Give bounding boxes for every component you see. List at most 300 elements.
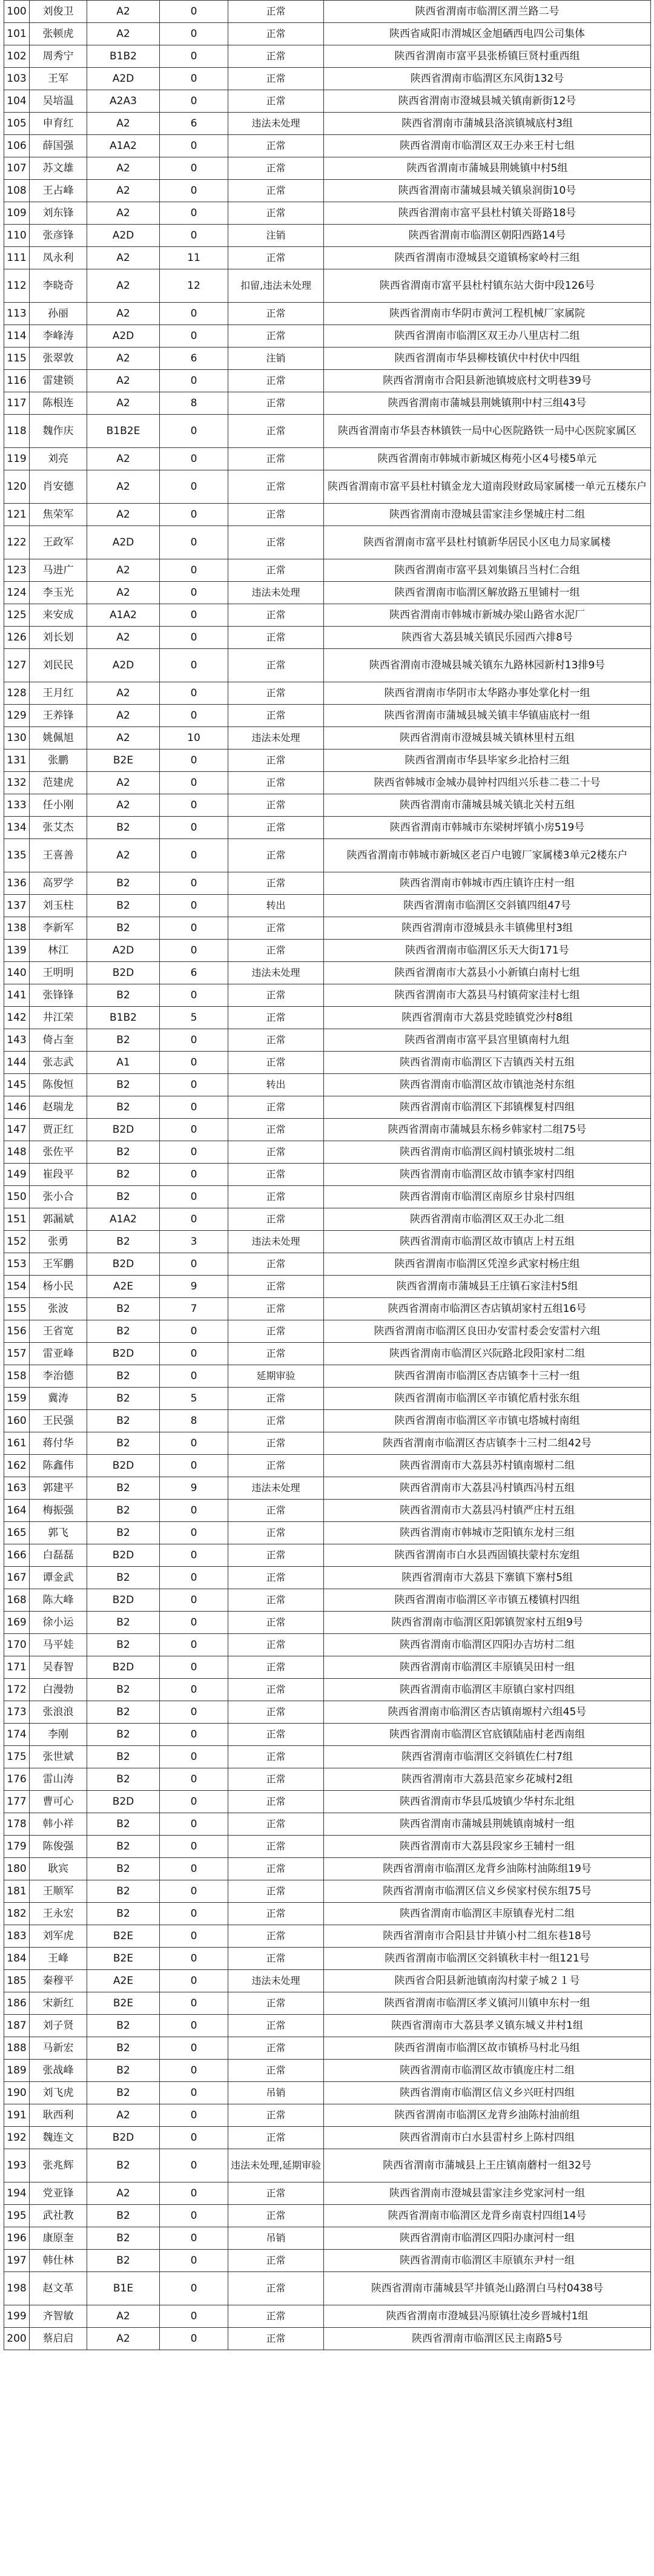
table-row — [4, 1320, 651, 1343]
table-row — [4, 1432, 651, 1455]
license-class-cell: B2 — [87, 917, 160, 940]
row-index-cell: 114 — [4, 325, 30, 348]
license-class-cell: B2 — [87, 1320, 160, 1343]
name-cell: 王军鹏 — [30, 1253, 87, 1276]
address-cell: 陕西省渭南市临渭区故市镇店上村五组 — [324, 1231, 651, 1253]
name-cell: 刘子贤 — [30, 2015, 87, 2037]
table-row — [4, 2015, 651, 2037]
license-class-cell: B2 — [87, 1096, 160, 1119]
status-cell: 正常 — [228, 705, 324, 727]
points-cell: 0 — [160, 1634, 228, 1656]
points-cell: 0 — [160, 940, 228, 962]
status-cell: 正常 — [228, 1612, 324, 1634]
name-cell: 姚佩旭 — [30, 727, 87, 749]
points-cell: 5 — [160, 1007, 228, 1029]
license-class-cell: A2 — [87, 627, 160, 649]
points-cell: 0 — [160, 1320, 228, 1343]
row-index-cell: 129 — [4, 705, 30, 727]
address-cell: 陕西省渭南市华县杏林镇铁一局中心医院路铁一局中心医院家属区 — [324, 415, 651, 448]
points-cell: 0 — [160, 1724, 228, 1746]
status-cell: 正常 — [228, 23, 324, 45]
points-cell: 0 — [160, 895, 228, 917]
address-cell: 陕西省渭南市富平县杜村镇关哥路18号 — [324, 202, 651, 225]
license-class-cell: B1B2E — [87, 415, 160, 448]
address-cell: 陕西省渭南市临渭区故市镇池尧村东组 — [324, 1074, 651, 1096]
points-cell: 0 — [160, 325, 228, 348]
status-cell: 违法未处理 — [228, 1231, 324, 1253]
name-cell: 郭建平 — [30, 1477, 87, 1500]
address-cell: 陕西省渭南市蒲城县荆姚镇荆中村三组43号 — [324, 392, 651, 415]
name-cell: 韩小祥 — [30, 1813, 87, 1836]
name-cell: 张顿虎 — [30, 23, 87, 45]
name-cell: 肖安德 — [30, 470, 87, 504]
name-cell: 蔡启启 — [30, 2328, 87, 2350]
license-class-cell: B2 — [87, 1298, 160, 1320]
address-cell: 陕西省渭南市临渭区丰原镇东尹村一组 — [324, 2250, 651, 2272]
table-row — [4, 135, 651, 157]
row-index-cell: 137 — [4, 895, 30, 917]
license-class-cell: A2 — [87, 202, 160, 225]
points-cell: 0 — [160, 2104, 228, 2127]
table-row — [4, 90, 651, 113]
table-row — [4, 1500, 651, 1522]
table-row — [4, 1567, 651, 1589]
table-row — [4, 1948, 651, 1970]
points-cell: 0 — [160, 839, 228, 872]
table-row — [4, 2104, 651, 2127]
table-row — [4, 1253, 651, 1276]
status-cell: 正常 — [228, 1768, 324, 1791]
table-row — [4, 68, 651, 90]
table-row — [4, 269, 651, 303]
status-cell: 正常 — [228, 772, 324, 794]
status-cell: 正常 — [228, 2305, 324, 2328]
table-row — [4, 1096, 651, 1119]
points-cell: 0 — [160, 1746, 228, 1768]
license-class-cell: A2 — [87, 1, 160, 23]
license-class-cell: B2 — [87, 1388, 160, 1410]
license-class-cell: B2 — [87, 1074, 160, 1096]
address-cell: 陕西省渭南市临渭区龙背乡油陈村油陈组19号 — [324, 1858, 651, 1880]
points-cell: 0 — [160, 415, 228, 448]
address-cell: 陕西省渭南市韩城市新城区梅苑小区4号楼5单元 — [324, 448, 651, 470]
address-cell: 陕西省渭南市富平县杜村镇新华居民小区电力局家属楼 — [324, 526, 651, 559]
points-cell: 0 — [160, 1903, 228, 1925]
row-index-cell: 105 — [4, 113, 30, 135]
license-class-cell: B2 — [87, 1186, 160, 1208]
address-cell: 陕西省渭南市临渭区故市镇庞庄村二组 — [324, 2060, 651, 2082]
row-index-cell: 128 — [4, 682, 30, 705]
license-class-cell: B2 — [87, 1231, 160, 1253]
row-index-cell: 122 — [4, 526, 30, 559]
address-cell: 陕西省渭南市临渭区东风街132号 — [324, 68, 651, 90]
table-row — [4, 1634, 651, 1656]
table-row — [4, 2182, 651, 2205]
status-cell: 转出 — [228, 895, 324, 917]
license-class-cell: A2 — [87, 2182, 160, 2205]
license-class-cell: B2 — [87, 1432, 160, 1455]
name-cell: 张波 — [30, 1298, 87, 1320]
row-index-cell: 116 — [4, 370, 30, 392]
address-cell: 陕西省渭南市大荔县苏村镇南塬村二组 — [324, 1455, 651, 1477]
status-cell: 正常 — [228, 1724, 324, 1746]
status-cell: 注销 — [228, 225, 324, 247]
row-index-cell: 112 — [4, 269, 30, 303]
license-class-cell: B2 — [87, 1768, 160, 1791]
license-class-cell: B2D — [87, 1544, 160, 1567]
address-cell: 陕西省渭南市澄城县永丰镇佛里村3组 — [324, 917, 651, 940]
points-cell: 0 — [160, 1656, 228, 1679]
address-cell: 陕西省渭南市大荔县马村镇荷家洼村七组 — [324, 984, 651, 1007]
status-cell: 正常 — [228, 415, 324, 448]
status-cell: 正常 — [228, 917, 324, 940]
table-row — [4, 415, 651, 448]
license-class-cell: B2 — [87, 872, 160, 895]
status-cell: 正常 — [228, 448, 324, 470]
status-cell: 违法未处理 — [228, 727, 324, 749]
row-index-cell: 156 — [4, 1320, 30, 1343]
table-row — [4, 2305, 651, 2328]
name-cell: 刘玉柱 — [30, 895, 87, 917]
status-cell: 正常 — [228, 1746, 324, 1768]
address-cell: 陕西省渭南市富平县刘集镇吕当村仁合组 — [324, 559, 651, 582]
license-class-cell: B2 — [87, 1903, 160, 1925]
name-cell: 张世斌 — [30, 1746, 87, 1768]
license-class-cell: B2 — [87, 1634, 160, 1656]
address-cell: 陕西省渭南市临渭区朝阳西路14号 — [324, 225, 651, 247]
points-cell: 0 — [160, 2082, 228, 2104]
points-cell: 5 — [160, 1388, 228, 1410]
license-class-cell: A2D — [87, 649, 160, 682]
status-cell: 正常 — [228, 1589, 324, 1612]
record-table-body — [4, 1, 651, 2350]
table-row — [4, 1388, 651, 1410]
status-cell: 正常 — [228, 1656, 324, 1679]
points-cell: 0 — [160, 2272, 228, 2305]
row-index-cell: 107 — [4, 157, 30, 180]
status-cell: 正常 — [228, 1, 324, 23]
points-cell: 0 — [160, 1029, 228, 1052]
address-cell: 陕西省渭南市白水县雷村乡上陈村四组 — [324, 2127, 651, 2149]
points-cell: 8 — [160, 1410, 228, 1432]
row-index-cell: 192 — [4, 2127, 30, 2149]
address-cell: 陕西省渭南市临渭区杏店镇胡家村五组16号 — [324, 1298, 651, 1320]
row-index-cell: 115 — [4, 348, 30, 370]
name-cell: 雷建锁 — [30, 370, 87, 392]
table-row — [4, 794, 651, 817]
points-cell: 6 — [160, 962, 228, 984]
row-index-cell: 168 — [4, 1589, 30, 1612]
address-cell: 陕西省渭南市临渭区丰原镇春光村二组 — [324, 1903, 651, 1925]
license-class-cell: A2 — [87, 23, 160, 45]
name-cell: 赵文革 — [30, 2272, 87, 2305]
row-index-cell: 120 — [4, 470, 30, 504]
table-row — [4, 1880, 651, 1903]
points-cell: 0 — [160, 1432, 228, 1455]
name-cell: 吴春智 — [30, 1656, 87, 1679]
address-cell: 陕西省渭南市合阳县新池镇坡底村文明巷39号 — [324, 370, 651, 392]
points-cell: 0 — [160, 135, 228, 157]
row-index-cell: 130 — [4, 727, 30, 749]
table-row — [4, 1186, 651, 1208]
name-cell: 赵瑞龙 — [30, 1096, 87, 1119]
status-cell: 正常 — [228, 682, 324, 705]
status-cell: 违法未处理,延期审验 — [228, 2149, 324, 2182]
address-cell: 陕西省渭南市大荔县党睦镇党沙村8组 — [324, 1007, 651, 1029]
name-cell: 张翠敦 — [30, 348, 87, 370]
status-cell: 正常 — [228, 2127, 324, 2149]
status-cell: 正常 — [228, 303, 324, 325]
table-row — [4, 1, 651, 23]
points-cell: 0 — [160, 2250, 228, 2272]
name-cell: 张彦锋 — [30, 225, 87, 247]
address-cell: 陕西省渭南市大荔县小小新镇白南村七组 — [324, 962, 651, 984]
points-cell: 0 — [160, 1992, 228, 2015]
license-class-cell: A2D — [87, 68, 160, 90]
points-cell: 9 — [160, 1477, 228, 1500]
name-cell: 王军 — [30, 68, 87, 90]
name-cell: 张战峰 — [30, 2060, 87, 2082]
address-cell: 陕西省渭南市临渭区丰原镇白家村四组 — [324, 1679, 651, 1701]
address-cell: 陕西省渭南市临渭区杏店镇南塬村六组45号 — [324, 1701, 651, 1724]
name-cell: 陈根连 — [30, 392, 87, 415]
table-row — [4, 1164, 651, 1186]
license-class-cell: B2 — [87, 2250, 160, 2272]
address-cell: 陕西省渭南市大荔县段家乡王辅村一组 — [324, 1836, 651, 1858]
license-class-cell: B2E — [87, 1992, 160, 2015]
name-cell: 陈大峰 — [30, 1589, 87, 1612]
status-cell: 正常 — [228, 45, 324, 68]
address-cell: 陕西省渭南市临渭区兴阮路北段阳家村二组 — [324, 1343, 651, 1365]
status-cell: 正常 — [228, 392, 324, 415]
name-cell: 杨小民 — [30, 1276, 87, 1298]
table-row — [4, 2328, 651, 2350]
name-cell: 王永宏 — [30, 1903, 87, 1925]
points-cell: 0 — [160, 705, 228, 727]
row-index-cell: 194 — [4, 2182, 30, 2205]
address-cell: 陕西省渭南市大荔县冯村镇西冯村五组 — [324, 1477, 651, 1500]
license-class-cell: B2 — [87, 2015, 160, 2037]
status-cell: 正常 — [228, 1925, 324, 1948]
name-cell: 蒋付华 — [30, 1432, 87, 1455]
name-cell: 王省宽 — [30, 1320, 87, 1343]
license-class-cell: B2 — [87, 1141, 160, 1164]
points-cell: 0 — [160, 180, 228, 202]
status-cell: 正常 — [228, 1880, 324, 1903]
table-row — [4, 180, 651, 202]
table-row — [4, 604, 651, 627]
address-cell: 陕西省咸阳市渭城区金旭硒西电四公司集体 — [324, 23, 651, 45]
status-cell: 正常 — [228, 2272, 324, 2305]
name-cell: 党亚锋 — [30, 2182, 87, 2205]
row-index-cell: 178 — [4, 1813, 30, 1836]
address-cell: 陕西省渭南市澄城县城关镇南新街12号 — [324, 90, 651, 113]
table-row — [4, 2060, 651, 2082]
license-class-cell: B2 — [87, 1522, 160, 1544]
name-cell: 吴培温 — [30, 90, 87, 113]
name-cell: 王养锋 — [30, 705, 87, 727]
address-cell: 陕西省渭南市临渭区四阳办吉坊村二组 — [324, 1634, 651, 1656]
status-cell: 正常 — [228, 157, 324, 180]
status-cell: 正常 — [228, 1634, 324, 1656]
table-row — [4, 1791, 651, 1813]
table-row — [4, 1029, 651, 1052]
table-row — [4, 1925, 651, 1948]
table-row — [4, 1231, 651, 1253]
address-cell: 陕西省渭南市大荔县下寨镇下寨村5组 — [324, 1567, 651, 1589]
name-cell: 马进广 — [30, 559, 87, 582]
row-index-cell: 144 — [4, 1052, 30, 1074]
table-row — [4, 1208, 651, 1231]
name-cell: 陈俊强 — [30, 1836, 87, 1858]
table-row — [4, 2250, 651, 2272]
license-class-cell: B2 — [87, 1477, 160, 1500]
name-cell: 魏连文 — [30, 2127, 87, 2149]
row-index-cell: 161 — [4, 1432, 30, 1455]
address-cell: 陕西省渭南市临渭区四阳办康河村一组 — [324, 2227, 651, 2250]
table-row — [4, 1410, 651, 1432]
table-row — [4, 1365, 651, 1388]
row-index-cell: 173 — [4, 1701, 30, 1724]
row-index-cell: 152 — [4, 1231, 30, 1253]
table-row — [4, 1074, 651, 1096]
name-cell: 周秀宁 — [30, 45, 87, 68]
row-index-cell: 162 — [4, 1455, 30, 1477]
address-cell: 陕西省渭南市澄城县城关镇东九路林园新村13排9号 — [324, 649, 651, 682]
points-cell: 0 — [160, 448, 228, 470]
points-cell: 6 — [160, 113, 228, 135]
license-class-cell: A1A2 — [87, 1208, 160, 1231]
name-cell: 武社教 — [30, 2205, 87, 2227]
points-cell: 0 — [160, 1, 228, 23]
license-class-cell: A2 — [87, 303, 160, 325]
points-cell: 0 — [160, 1186, 228, 1208]
points-cell: 0 — [160, 2015, 228, 2037]
row-index-cell: 153 — [4, 1253, 30, 1276]
row-index-cell: 166 — [4, 1544, 30, 1567]
row-index-cell: 121 — [4, 504, 30, 526]
status-cell: 正常 — [228, 649, 324, 682]
row-index-cell: 103 — [4, 68, 30, 90]
table-row — [4, 303, 651, 325]
points-cell: 0 — [160, 984, 228, 1007]
status-cell: 正常 — [228, 470, 324, 504]
row-index-cell: 200 — [4, 2328, 30, 2350]
row-index-cell: 113 — [4, 303, 30, 325]
points-cell: 0 — [160, 749, 228, 772]
row-index-cell: 180 — [4, 1858, 30, 1880]
row-index-cell: 174 — [4, 1724, 30, 1746]
status-cell: 正常 — [228, 1567, 324, 1589]
table-row — [4, 1903, 651, 1925]
status-cell: 正常 — [228, 1029, 324, 1052]
status-cell: 正常 — [228, 2328, 324, 2350]
status-cell: 违法未处理 — [228, 113, 324, 135]
row-index-cell: 155 — [4, 1298, 30, 1320]
name-cell: 井江荣 — [30, 1007, 87, 1029]
license-class-cell: B2 — [87, 1500, 160, 1522]
address-cell: 陕西省渭南市澄城县城关镇林里村五组 — [324, 727, 651, 749]
status-cell: 吊销 — [228, 2082, 324, 2104]
name-cell: 魏作庆 — [30, 415, 87, 448]
status-cell: 正常 — [228, 504, 324, 526]
license-class-cell: A2 — [87, 247, 160, 269]
license-class-cell: B2 — [87, 984, 160, 1007]
license-class-cell: B2 — [87, 1836, 160, 1858]
name-cell: 雷亚峰 — [30, 1343, 87, 1365]
address-cell: 陕西省韩城市金城办晨钟村四组兴乐巷二巷二十号 — [324, 772, 651, 794]
status-cell: 吊销 — [228, 2227, 324, 2250]
address-cell: 陕西省渭南市韩城市西庄镇许庄村一组 — [324, 872, 651, 895]
row-index-cell: 199 — [4, 2305, 30, 2328]
points-cell: 0 — [160, 45, 228, 68]
points-cell: 0 — [160, 1768, 228, 1791]
name-cell: 苏文雄 — [30, 157, 87, 180]
license-class-cell: A2D — [87, 325, 160, 348]
status-cell: 正常 — [228, 526, 324, 559]
row-index-cell: 118 — [4, 415, 30, 448]
status-cell: 注销 — [228, 348, 324, 370]
points-cell: 0 — [160, 1208, 228, 1231]
name-cell: 任小刚 — [30, 794, 87, 817]
name-cell: 张兆辉 — [30, 2149, 87, 2182]
row-index-cell: 133 — [4, 794, 30, 817]
address-cell: 陕西省渭南市蒲城县上王庄镇南蘑村一组32号 — [324, 2149, 651, 2182]
address-cell: 陕西省渭南市临渭区信义乡侯家村侯东组75号 — [324, 1880, 651, 1903]
name-cell: 谭金武 — [30, 1567, 87, 1589]
table-row — [4, 23, 651, 45]
name-cell: 薛国强 — [30, 135, 87, 157]
table-row — [4, 817, 651, 839]
row-index-cell: 176 — [4, 1768, 30, 1791]
status-cell: 正常 — [228, 1388, 324, 1410]
table-row — [4, 1813, 651, 1836]
status-cell: 正常 — [228, 1903, 324, 1925]
license-class-cell: A2 — [87, 370, 160, 392]
name-cell: 孙丽 — [30, 303, 87, 325]
table-row — [4, 448, 651, 470]
status-cell: 正常 — [228, 940, 324, 962]
points-cell: 0 — [160, 303, 228, 325]
address-cell: 陕西省渭南市大荔县冯村镇严庄村五组 — [324, 1500, 651, 1522]
name-cell: 郭漏斌 — [30, 1208, 87, 1231]
license-class-cell: A2 — [87, 582, 160, 604]
status-cell: 正常 — [228, 1992, 324, 2015]
row-index-cell: 183 — [4, 1925, 30, 1948]
row-index-cell: 138 — [4, 917, 30, 940]
row-index-cell: 134 — [4, 817, 30, 839]
license-class-cell: B2 — [87, 2205, 160, 2227]
row-index-cell: 171 — [4, 1656, 30, 1679]
points-cell: 0 — [160, 1164, 228, 1186]
points-cell: 0 — [160, 225, 228, 247]
table-row — [4, 202, 651, 225]
table-row — [4, 504, 651, 526]
table-row — [4, 392, 651, 415]
name-cell: 范建虎 — [30, 772, 87, 794]
address-cell: 陕西省渭南市蒲城县罕井镇尧山路渭白马村0438号 — [324, 2272, 651, 2305]
points-cell: 0 — [160, 1522, 228, 1544]
address-cell: 陕西省合阳县新池镇南沟村蒙子城２１号 — [324, 1970, 651, 1992]
row-index-cell: 190 — [4, 2082, 30, 2104]
name-cell: 王峰 — [30, 1948, 87, 1970]
name-cell: 李晓奇 — [30, 269, 87, 303]
row-index-cell: 189 — [4, 2060, 30, 2082]
license-class-cell: B2D — [87, 1656, 160, 1679]
table-row — [4, 225, 651, 247]
row-index-cell: 147 — [4, 1119, 30, 1141]
name-cell: 耿西利 — [30, 2104, 87, 2127]
